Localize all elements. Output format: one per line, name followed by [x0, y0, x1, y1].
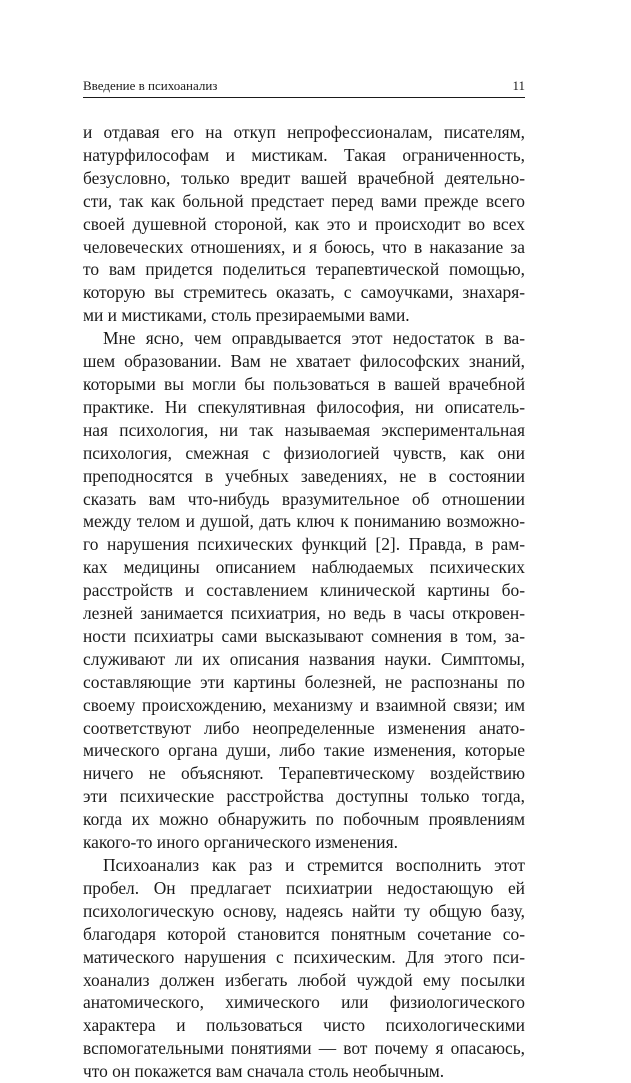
- text-line: ности психиатры сами высказывают сомнения в том, за-: [83, 625, 525, 646]
- text-line: вспомогательными понятиями — вот почему я опасаюсь,: [83, 1038, 525, 1059]
- running-head: [83, 76, 525, 96]
- text-line: практике. Ни спекулятивная философия, ни описатель-: [83, 396, 525, 417]
- text-line: психологическую основу, надеясь найти ту общую базу,: [83, 900, 525, 921]
- text-line: Мне ясно, чем оправдывается этот недостаток в ва-: [103, 328, 525, 349]
- text-line: лезней занимается психиатрия, но ведь в часы откровен-: [83, 603, 525, 624]
- text-line: составляющие эти картины болезней, не распознаны по: [83, 671, 525, 692]
- text-line: шем образовании. Вам не хватает философских знаний,: [83, 351, 525, 372]
- text-line: то вам придется поделиться терапевтической помощью,: [83, 259, 525, 280]
- text-line: своему происхождению, механизму и взаимной связи; им: [83, 694, 525, 715]
- body-text: [83, 121, 525, 1083]
- text-line: натурфилософам и мистикам. Такая ограниченность,: [83, 144, 525, 165]
- page-number: 11: [512, 78, 525, 93]
- text-line: когда их можно обнаружить по побочным проявлениям: [83, 809, 525, 830]
- text-line: своей душевной стороной, как это и происходит во всех: [83, 213, 525, 234]
- text-line: психология, смежная с физиологией чувств, как они: [83, 442, 525, 463]
- text-line: мического органа души, либо такие изменения, которые: [83, 740, 525, 761]
- paragraph: [83, 327, 525, 854]
- text-line: человеческих отношениях, и я боюсь, что в наказание за: [83, 236, 525, 257]
- text-line: го нарушения психических функций [2]. Правда, в рам-: [83, 534, 525, 555]
- text-line: ничего не объясняют. Терапевтическому воздействию: [83, 763, 525, 784]
- paragraph: [83, 121, 525, 327]
- text-line: хоанализ должен избегать любой чуждой ему посылки: [83, 969, 525, 990]
- header-rule: [83, 97, 525, 98]
- text-line: анатомического, химического или физиологического: [83, 992, 525, 1013]
- text-line: которыми вы могли бы пользоваться в вашей врачебной: [83, 373, 525, 394]
- text-line: какого-то иного органического изменения.: [83, 832, 398, 853]
- text-line: и отдавая его на откуп непрофессионалам, писателям,: [83, 122, 525, 142]
- text-line: ках медицины описанием наблюдаемых психических: [83, 557, 525, 578]
- text-line: безусловно, только вредит вашей врачебной деятельно-: [83, 167, 525, 188]
- running-title: Введение в психоанализ: [83, 78, 218, 93]
- text-line: благодаря которой становится понятным сочетание со-: [83, 923, 525, 944]
- paragraph: [83, 854, 525, 1083]
- text-line: соответствуют либо неопределенные изменения анато-: [83, 717, 525, 738]
- text-line: преподносятся в учебных заведениях, не в состоянии: [83, 465, 525, 486]
- text-line: эти психические расстройства доступны только тогда,: [83, 786, 525, 807]
- text-line: сти, так как больной предстает перед вами прежде всего: [83, 190, 525, 211]
- text-line: что он покажется вам сначала столь необычным.: [83, 1061, 445, 1082]
- text-line: которую вы стремитесь оказать, с самоучками, знахаря-: [83, 282, 525, 303]
- text-line: служивают ли их описания названия науки. Симптомы,: [83, 648, 525, 669]
- text-line: Психоанализ как раз и стремится восполнить этот: [103, 855, 525, 875]
- text-line: ми и мистиками, столь презираемыми вами.: [83, 305, 410, 326]
- text-line: между телом и душой, дать ключ к пониманию возможно-: [83, 511, 525, 532]
- text-line: сказать вам что-нибудь вразумительное об отношении: [83, 488, 525, 509]
- text-line: характера и пользоваться чисто психологическими: [83, 1015, 525, 1036]
- text-line: матического нарушения с психическим. Для этого пси-: [83, 946, 525, 967]
- text-line: расстройств и составлением клинической картины бо-: [83, 580, 525, 601]
- text-line: пробел. Он предлагает психиатрии недостающую ей: [83, 877, 525, 898]
- text-line: ная психология, ни так называемая экспериментальная: [83, 419, 525, 440]
